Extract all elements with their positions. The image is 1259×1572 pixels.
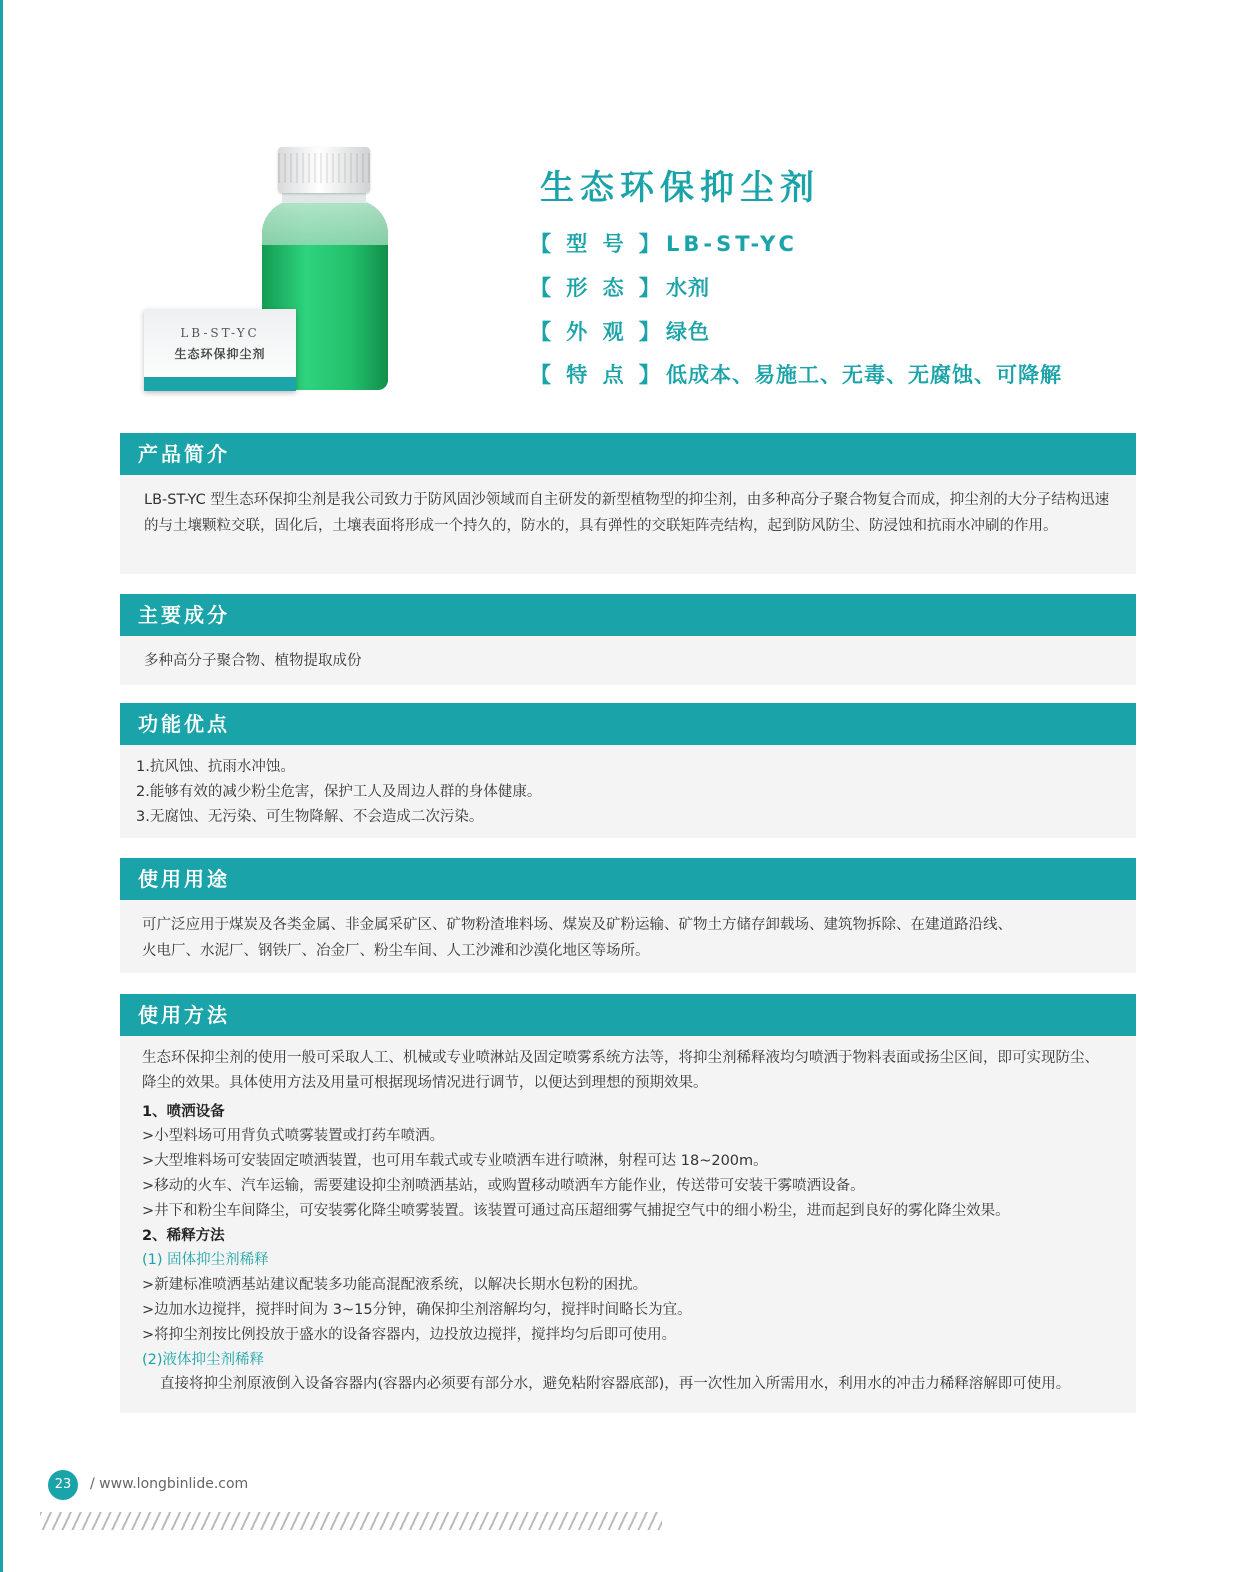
bottle-cap xyxy=(278,147,370,193)
section-title: 主要成分 xyxy=(138,603,230,627)
product-image xyxy=(140,145,400,395)
spec-value: 绿色 xyxy=(666,320,710,344)
usage-line: 火电厂、水泥厂、钢铁厂、冶金厂、粉尘车间、人工沙滩和沙漠化地区等场所。 xyxy=(142,943,650,959)
list-item: >边加水边搅拌，搅拌时间为 3~15分钟，确保抑尘剂溶解均匀，搅拌时间略长为宜。 xyxy=(142,1301,692,1318)
sub-heading-liquid: (2)液体抑尘剂稀释 xyxy=(142,1351,265,1368)
section-body xyxy=(120,745,1136,844)
section-title: 使用方法 xyxy=(138,1003,230,1027)
list-item: 2.能够有效的减少粉尘危害，保护工人及周边人群的身体健康。 xyxy=(136,784,542,800)
list-item: >大型堆料场可安装固定喷洒装置，也可用车载式或专业喷洒车进行喷淋，射程可达 18~200m。 xyxy=(142,1153,768,1170)
label-code: LB-ST-YC xyxy=(180,326,260,340)
liquid-dilution-text: 直接将抑尘剂原液倒入设备容器内(容器内必须要有部分水，避免粘附容器底部)，再一次性加入所需用水，利用水的冲击力稀释溶解即可使用。 xyxy=(160,1376,1071,1393)
spec-value: 水剂 xyxy=(666,276,710,300)
sub-heading-solid: (1) 固体抑尘剂稀释 xyxy=(142,1252,269,1269)
section-header xyxy=(120,433,1136,475)
section-body xyxy=(120,636,1136,688)
left-accent-rule xyxy=(0,0,3,1572)
composition-text: 多种高分子聚合物、植物提取成份 xyxy=(144,653,362,669)
section-composition xyxy=(120,594,1136,685)
list-item: >新建标准喷洒基站建议配装多功能高混配液系统，以解决长期水包粉的困扰。 xyxy=(142,1277,648,1294)
section-body xyxy=(120,1036,1136,1397)
spec-key: 【 外 观 】 xyxy=(530,320,664,344)
list-item: 1.抗风蚀、抗雨水冲蚀。 xyxy=(136,759,295,775)
section-header xyxy=(120,858,1136,900)
list-item: >移动的火车、汽车运输，需要建设抑尘剂喷洒基站，或购置移动喷洒车方能作业，传送带可安装干雾喷洒设备。 xyxy=(142,1177,865,1194)
section-header xyxy=(120,594,1136,636)
section-body xyxy=(120,900,1136,978)
section-intro xyxy=(120,433,1136,574)
website-link[interactable]: / www.longbinlide.com xyxy=(90,1476,249,1492)
section-method xyxy=(120,994,1136,1413)
spec-features xyxy=(530,359,1062,389)
section-body xyxy=(120,475,1136,553)
product-label-card xyxy=(144,309,296,391)
sub-heading-dilution: 2、稀释方法 xyxy=(142,1227,225,1244)
spec-model xyxy=(530,228,798,258)
method-intro: 生态环保抑尘剂的使用一般可采取人工、机械或专业喷淋站及固定喷雾系统方法等，将抑尘剂稀释液均匀喷洒于物料表面或扬尘区间，即可实现防尘、降尘的效果。具体使用方法及用量可根据现场情况进行调节，以便达到理想的预期效果。 xyxy=(142,1050,1099,1091)
section-advantages xyxy=(120,703,1136,838)
spec-form xyxy=(530,272,710,302)
spec-key: 【 形 态 】 xyxy=(530,276,664,300)
section-header xyxy=(120,703,1136,745)
label-strip xyxy=(144,377,296,391)
section-title: 功能优点 xyxy=(138,712,230,736)
label-name: 生态环保抑尘剂 xyxy=(174,347,266,361)
section-title: 产品简介 xyxy=(138,442,230,466)
spec-value: LB-ST-YC xyxy=(666,232,798,256)
usage-line: 可广泛应用于煤炭及各类金属、非金属采矿区、矿物粉渣堆料场、煤炭及矿粉运输、矿物土方储存卸载场、建筑物拆除、在建道路沿线、 xyxy=(142,917,1012,933)
intro-text: LB-ST-YC 型生态环保抑尘剂是我公司致力于防风固沙领域而自主研发的新型植物型的抑尘剂，由多种高分子聚合物复合而成，抑尘剂的大分子结构迅速的与土壤颗粒交联，固化后，土壤表面将形成一个持久的，防水的，具有弹性的交联矩阵壳结构，起到防风防尘、防浸蚀和抗雨水冲刷的作用。 xyxy=(144,492,1110,534)
section-header xyxy=(120,994,1136,1036)
section-usage xyxy=(120,858,1136,973)
page-number: 23 xyxy=(48,1470,78,1500)
sub-heading-spray: 1、喷洒设备 xyxy=(142,1103,225,1120)
spec-key: 【 型 号 】 xyxy=(530,232,664,256)
decorative-hatch xyxy=(40,1512,662,1530)
spec-value: 低成本、易施工、无毒、无腐蚀、可降解 xyxy=(666,363,1062,387)
list-item: >小型料场可用背负式喷雾装置或打药车喷洒。 xyxy=(142,1128,445,1145)
list-item: 3.无腐蚀、无污染、可生物降解、不会造成二次污染。 xyxy=(136,809,484,825)
spec-appearance xyxy=(530,316,710,346)
section-title: 使用用途 xyxy=(138,867,230,891)
list-item: >将抑尘剂按比例投放于盛水的设备容器内，边投放边搅拌，搅拌均匀后即可使用。 xyxy=(142,1326,677,1343)
list-item: >井下和粉尘车间降尘，可安装雾化降尘喷雾装置。该装置可通过高压超细雾气捕捉空气中的细小粉尘，进而起到良好的雾化降尘效果。 xyxy=(142,1202,1010,1219)
spec-key: 【 特 点 】 xyxy=(530,363,664,387)
product-title: 生态环保抑尘剂 xyxy=(540,168,820,208)
